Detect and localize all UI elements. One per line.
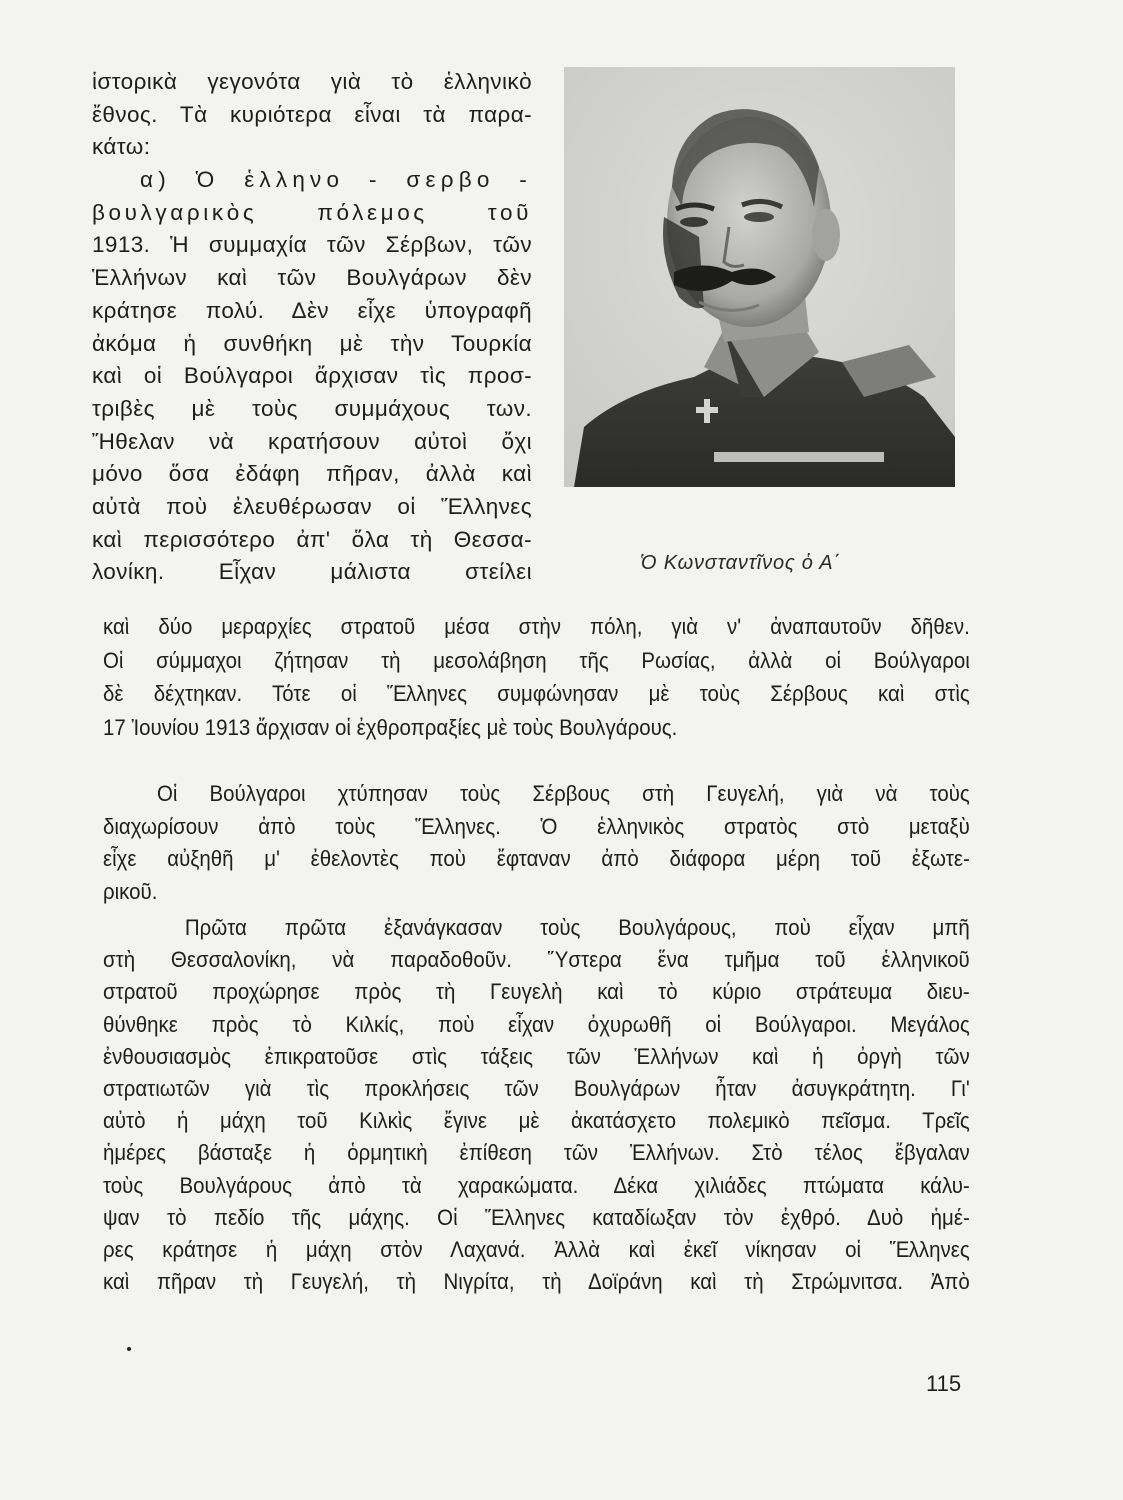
text-line: θύνθηκε πρὸς τὸ Κιλκίς, ποὺ εἶχαν ὀχυρωθῆ οἱ Βούλγαροι. Μεγάλος [103,1011,970,1037]
portrait-photo [564,67,955,487]
text-line: Οἱ σύμμαχοι ζήτησαν τὴ μεσολάβηση τῆς Ρωσίας, ἀλλὰ οἱ Βούλγαροι [103,647,970,673]
text-line: Ἑλλήνων καὶ τῶν Βουλγάρων δὲν [92,265,532,291]
text-line: καὶ δύο μεραρχίες στρατοῦ μέσα στὴν πόλη, γιὰ ν' ἀναπαυτοῦν δῆθεν. [103,614,970,639]
scan-speck [127,1347,131,1351]
text-line: στὴ Θεσσαλονίκη, νὰ παραδοθοῦν. Ὕστερα ἕνα τμῆμα τοῦ ἑλληνικοῦ [103,947,970,973]
paragraph [103,912,970,1298]
text-line: ἡμέρες βάσταξε ἡ ὁρμητικὴ ἐπίθεση τῶν Ἑλλήνων. Στὸ τέλος ἔβγαλαν [103,1140,970,1166]
text-line: Οἱ Βούλγαροι χτύπησαν τοὺς Σέρβους στὴ Γευγελή, γιὰ νὰ τοὺς [156,781,970,806]
text-line: 1913. Ἡ συμμαχία τῶν Σέρβων, τῶν [92,232,532,258]
text-line: στρατοῦ προχώρησε πρὸς τὴ Γευγελὴ καὶ τὸ κύριο στράτευμα διευ- [103,979,970,1005]
text-line: ἔθνος. Τὰ κυριότερα εἶναι τὰ παρα- [92,101,532,127]
text-line: μόνο ὅσα ἐδάφη πῆραν, ἀλλὰ καὶ [92,461,532,487]
text-line: αὐτὸ ἡ μάχη τοῦ Κιλκὶς ἔγινε μὲ ἀκατάσχετο πολεμικὸ πεῖσμα. Τρεῖς [103,1108,970,1134]
text-line: στρατιωτῶν γιὰ τὶς προκλήσεις τῶν Βουλγάρων ἦταν ἀσυγκράτητη. Γι' [103,1075,970,1101]
text-line: εἶχε αὐξηθῆ μ' ἐθελοντὲς ποὺ ἔφταναν ἀπὸ διάφορα μέρη τοῦ ἐξωτε- [103,846,970,871]
text-line: ἀκόμα ἡ συνθήκη μὲ τὴν Τουρκία [92,330,532,356]
text-line: τοὺς Βουλγάρους ἀπὸ τὰ χαρακώματα. Δέκα χιλιάδες πτώματα κάλυ- [103,1172,970,1198]
portrait-image [564,67,955,487]
section-heading-line: α) Ὁ ἑλληνο - σερβο - [140,167,532,193]
text-line: κάτω: [92,134,151,160]
text-line: ρικοῦ. [103,878,158,904]
text-line: τριβὲς μὲ τοὺς συμμάχους των. [92,395,532,421]
text-line: λονίκη. Εἶχαν μάλιστα στείλει [92,559,532,585]
text-line: δὲ δέχτηκαν. Τότε οἱ Ἕλληνες συμφώνησαν μὲ τοὺς Σέρβους καὶ στὶς [103,681,970,706]
text-line: διαχωρίσουν ἀπὸ τοὺς Ἕλληνες. Ὁ ἑλληνικὸς στρατὸς στὸ μεταξὺ [103,813,970,839]
text-line: κράτησε πολύ. Δὲν εἶχε ὑπογραφῆ [92,297,532,323]
text-line: καὶ οἱ Βούλγαροι ἄρχισαν τὶς προσ- [92,363,532,389]
page-number: 115 [926,1371,962,1396]
photo-caption: Ὁ Κωνσταντῖνος ὁ Α΄ [640,552,841,574]
text-line: ψαν τὸ πεδίο τῆς μάχης. Οἱ Ἕλληνες καταδίωξαν τὸν ἐχθρό. Δυὸ ἡμέ- [103,1204,970,1230]
text-line: καὶ πῆραν τὴ Γευγελή, τὴ Νιγρίτα, τὴ Δοϊράνη καὶ τὴ Στρώμνιτσα. Ἀπὸ [103,1269,970,1295]
text-line: Πρῶτα πρῶτα ἐξανάγκασαν τοὺς Βουλγάρους, ποὺ εἶχαν μπῆ [184,915,970,940]
paragraph [103,778,970,908]
top-column-text [92,66,532,589]
text-line: Ἤθελαν νὰ κρατήσουν αὐτοὶ ὄχι [92,428,532,454]
text-line: 17 Ἰουνίου 1913 ἄρχισαν οἱ ἐχθροπραξίες μὲ τοὺς Βουλγάρους. [103,714,678,740]
text-line: καὶ περισσότερο ἀπ' ὅλα τὴ Θεσσα- [92,526,532,552]
paragraph-continuation [103,610,970,744]
text-line: αὐτὰ ποὺ ἐλευθέρωσαν οἱ Ἕλληνες [92,493,532,519]
text-line: ρες κράτησε ἡ μάχη στὸν Λαχανά. Ἀλλὰ καὶ ἐκεῖ νίκησαν οἱ Ἕλληνες [103,1236,970,1262]
text-line: ἱστορικὰ γεγονότα γιὰ τὸ ἑλληνικὸ [92,69,532,94]
section-heading-line: βουλγαρικὸς πόλεμος τοῦ [92,199,532,225]
text-line: ἐνθουσιασμὸς ἐπικρατοῦσε στὶς τάξεις τῶν Ἑλλήνων καὶ ἡ ὀργὴ τῶν [103,1043,970,1069]
